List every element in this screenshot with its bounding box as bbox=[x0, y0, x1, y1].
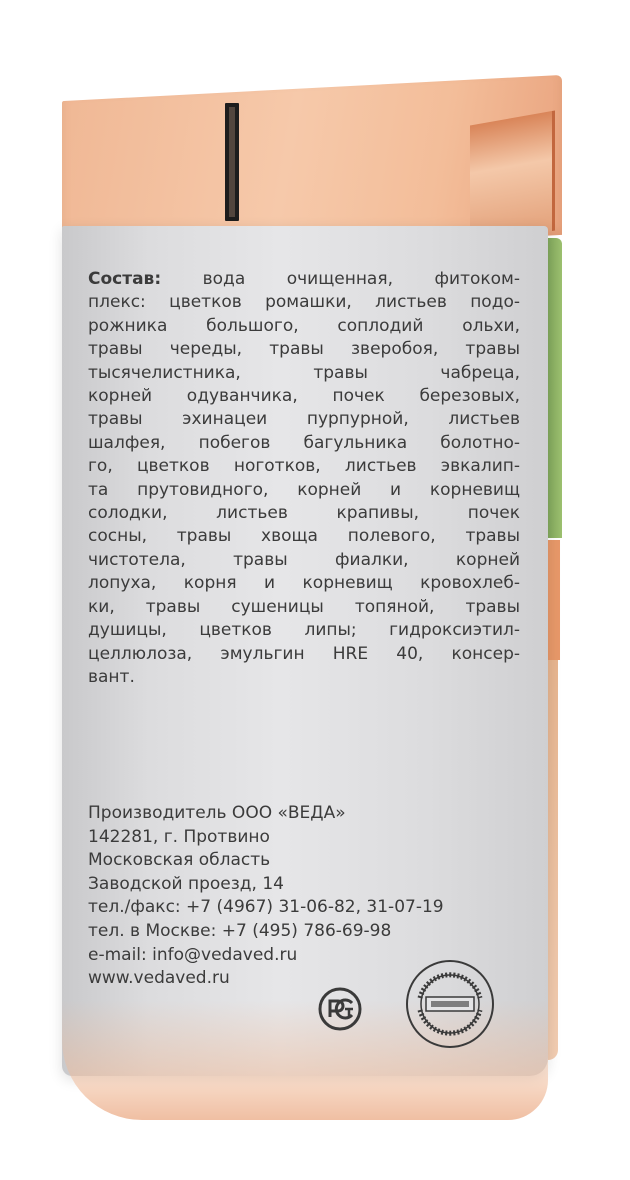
iso-9001-certification-seal-icon bbox=[404, 958, 496, 1050]
composition-line: плекс: цветков ромашки, листьев подо- bbox=[88, 292, 520, 313]
composition-line: шалфея, побегов багульника болотно- bbox=[88, 432, 520, 453]
composition-line: рожника большого, соплодий ольхи, bbox=[88, 315, 520, 336]
manufacturer-region: Московская область bbox=[88, 850, 271, 871]
composition-line: чистотела, травы фиалки, корней bbox=[88, 549, 520, 570]
composition-line: Состав: вода очищенная, фитоком- bbox=[88, 269, 521, 289]
brand-logo-strip bbox=[190, 103, 430, 223]
composition-line: корней одуванчика, почек березовых, bbox=[88, 386, 520, 407]
manufacturer-street: Заводской проезд, 14 bbox=[88, 873, 284, 894]
composition-line: солодки, листьев крапивы, почек bbox=[88, 503, 520, 524]
manufacturer-name: Производитель ООО «ВЕДА» bbox=[88, 803, 346, 823]
composition-line: целлюлоза, эмульгин HRE 40, консер- bbox=[88, 643, 520, 664]
composition-text-block bbox=[88, 268, 520, 689]
composition-line: душицы, цветков липы; гидроксиэтил- bbox=[88, 620, 520, 641]
box-side-orange-stripe bbox=[546, 540, 560, 660]
brand-subtitle-lines bbox=[258, 71, 266, 221]
brand-logo-icon bbox=[222, 101, 242, 221]
manufacturer-moscow-phone: тел. в Москве: +7 (495) 786-69-98 bbox=[88, 920, 392, 941]
composition-line: та прутовидного, корней и корневищ bbox=[88, 479, 520, 500]
brand-name-logo bbox=[222, 101, 242, 221]
manufacturer-website: www.vedaved.ru bbox=[88, 968, 230, 989]
manufacturer-phone-fax: тел./факс: +7 (4967) 31-06-82, 31-07-19 bbox=[88, 897, 444, 918]
box-side-green-stripe bbox=[546, 238, 562, 538]
composition-line: лопуха, корня и корневищ кровохлеб- bbox=[88, 573, 520, 594]
composition-line: травы череды, травы зверобоя, травы bbox=[88, 339, 520, 360]
box-side-lower bbox=[548, 660, 558, 1060]
composition-line: вант. bbox=[88, 666, 135, 687]
composition-line: ки, травы сушеницы топяной, травы bbox=[88, 596, 520, 617]
composition-label: Состав: bbox=[88, 269, 162, 289]
composition-line: сосны, травы хвоща полевого, травы bbox=[88, 526, 520, 547]
rst-conformity-mark-icon bbox=[318, 987, 362, 1031]
manufacturer-postcode-city: 142281, г. Протвино bbox=[88, 826, 270, 847]
composition-line: тысячелистника, травы чабреца, bbox=[88, 362, 520, 383]
composition-line: го, цветков ноготков, листьев эвкалип- bbox=[88, 456, 520, 477]
manufacturer-email: e-mail: info@vedaved.ru bbox=[88, 944, 298, 965]
composition-line: травы эхинацеи пурпурной, листьев bbox=[88, 409, 520, 430]
